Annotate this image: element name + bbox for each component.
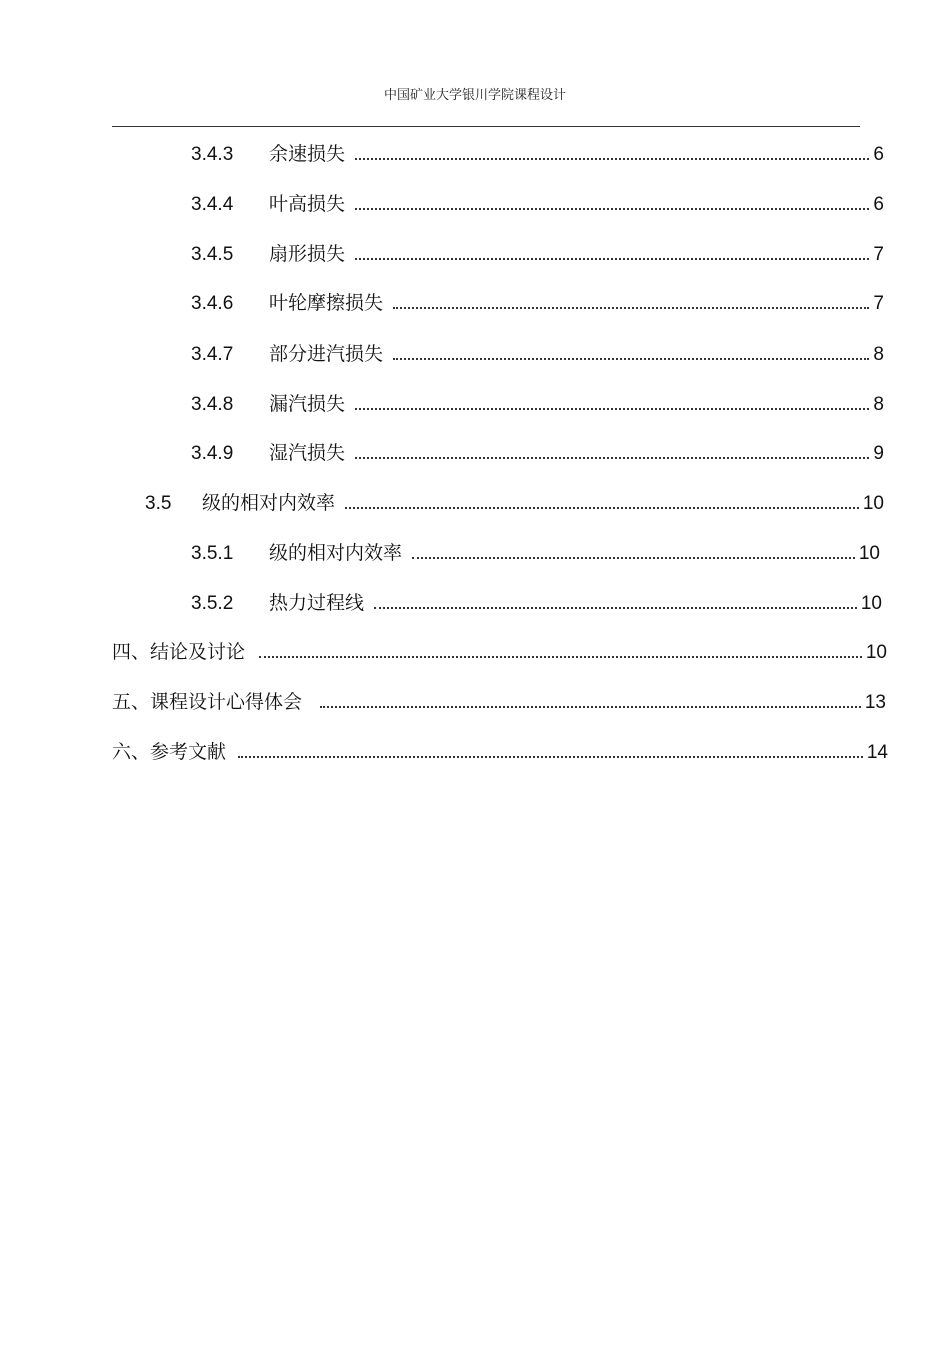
toc-page-number: 6 — [873, 194, 884, 215]
toc-dot-leader — [393, 307, 869, 309]
toc-entry-3-4-9[interactable] — [191, 441, 884, 465]
toc-page-number: 8 — [873, 394, 884, 415]
toc-title: 扇形损失 — [269, 243, 346, 265]
toc-entry-3-4-8[interactable] — [191, 392, 884, 416]
toc-number: 3.5.1 — [191, 543, 234, 564]
toc-title: 湿汽损失 — [269, 442, 346, 464]
toc-dot-leader — [320, 706, 861, 708]
toc-title: 四、结论及讨论 — [112, 641, 246, 663]
toc-dot-leader — [259, 656, 862, 658]
toc-entry-3-5-2[interactable] — [191, 591, 882, 615]
toc-page-number: 6 — [873, 144, 884, 165]
toc-title: 部分进汽损失 — [269, 343, 384, 365]
toc-page-number: 9 — [873, 443, 884, 464]
toc-title: 余速损失 — [269, 143, 346, 165]
toc-number: 3.4.8 — [191, 394, 234, 415]
toc-number: 3.4.4 — [191, 194, 234, 215]
toc-number: 3.4.6 — [191, 293, 234, 314]
toc-dot-leader — [355, 158, 869, 160]
toc-title: 级的相对内效率 — [269, 542, 403, 564]
toc-title: 五、课程设计心得体会 — [112, 691, 303, 713]
toc-number: 3.5 — [145, 493, 172, 514]
toc-page-number: 14 — [866, 742, 888, 763]
toc-entry-3-4-6[interactable] — [191, 291, 884, 315]
toc-entry-3-4-3[interactable] — [191, 142, 884, 166]
toc-page-number: 10 — [865, 642, 887, 663]
header-rule — [112, 126, 860, 127]
toc-entry-3-5-1[interactable] — [191, 541, 880, 565]
toc-dot-leader — [238, 756, 863, 758]
toc-entry-3-4-7[interactable] — [191, 342, 884, 366]
toc-entry-3-4-4[interactable] — [191, 192, 884, 216]
toc-dot-leader — [355, 208, 869, 210]
toc-number: 3.5.2 — [191, 593, 234, 614]
toc-title: 级的相对内效率 — [202, 492, 336, 514]
toc-dot-leader — [355, 258, 869, 260]
toc-dot-leader — [412, 557, 855, 559]
toc-dot-leader — [393, 358, 869, 360]
toc-page-number: 10 — [858, 543, 880, 564]
toc-page-number: 10 — [860, 593, 882, 614]
toc-number: 3.4.3 — [191, 144, 234, 165]
toc-entry-chapter-6[interactable] — [112, 740, 888, 764]
toc-entry-chapter-5[interactable] — [112, 690, 886, 714]
toc-entry-3-4-5[interactable] — [191, 242, 884, 266]
toc-number: 3.4.7 — [191, 344, 234, 365]
toc-page-number: 7 — [873, 244, 884, 265]
toc-page-number: 7 — [873, 293, 884, 314]
toc-page-number: 10 — [862, 493, 884, 514]
toc-number: 3.4.9 — [191, 443, 234, 464]
toc-title: 叶轮摩擦损失 — [269, 292, 384, 314]
toc-dot-leader — [345, 507, 859, 509]
toc-title: 六、参考文献 — [112, 741, 227, 763]
toc-dot-leader — [355, 408, 869, 410]
toc-page-number: 8 — [873, 344, 884, 365]
toc-page-number: 13 — [864, 692, 886, 713]
toc-entry-3-5[interactable] — [145, 491, 884, 515]
toc-number: 3.4.5 — [191, 244, 234, 265]
toc-title: 漏汽损失 — [269, 393, 346, 415]
page-header: 中国矿业大学银川学院课程设计 — [383, 88, 566, 103]
toc-title: 叶高损失 — [269, 193, 346, 215]
toc-dot-leader — [355, 457, 869, 459]
toc-entry-chapter-4[interactable] — [112, 640, 887, 664]
toc-title: 热力过程线 — [269, 592, 365, 614]
toc-dot-leader — [374, 607, 857, 609]
